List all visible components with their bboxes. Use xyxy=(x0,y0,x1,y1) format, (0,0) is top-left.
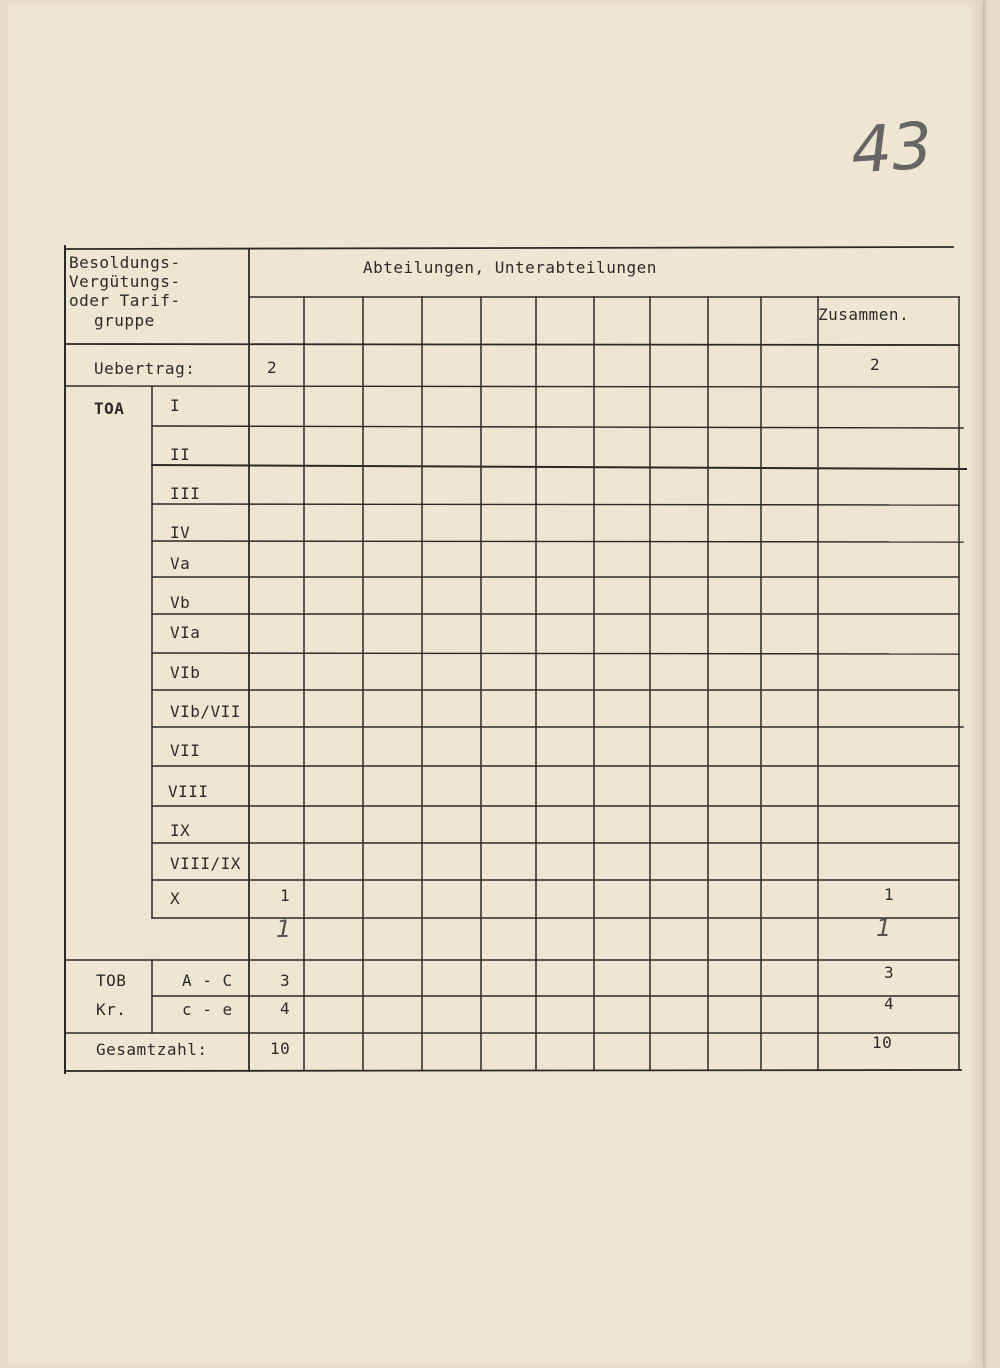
group-label-line-3: oder Tarif- xyxy=(69,291,181,310)
page-number: 43 xyxy=(848,109,935,189)
total-column-header: Zusammen. xyxy=(818,305,910,324)
toa-grade: III xyxy=(170,484,201,503)
departments-header: Abteilungen, Unterabteilungen xyxy=(363,258,657,277)
gesamt-total: 10 xyxy=(872,1033,893,1052)
gesamt-label: Gesamtzahl: xyxy=(96,1040,208,1059)
toa-grade: VIb/VII xyxy=(170,702,241,721)
toa-grade: VIII/IX xyxy=(170,854,241,873)
gesamt-first-value: 10 xyxy=(270,1039,291,1058)
toa-grade: Va xyxy=(170,554,191,573)
handwritten-subtotal-first: 1 xyxy=(276,915,292,943)
group-label-line-1: Besoldungs- xyxy=(69,253,181,272)
toa-grade: IV xyxy=(170,523,191,542)
toa-grade: VIb xyxy=(170,663,201,682)
tob-first-value: 3 xyxy=(280,971,291,990)
tob-label: TOB xyxy=(96,971,127,990)
toa-grade: I xyxy=(170,396,181,415)
toa-grade: X xyxy=(170,889,181,908)
uebertrag-total: 2 xyxy=(870,355,881,374)
handwritten-subtotal-total: 1 xyxy=(876,914,892,942)
tob-total: 3 xyxy=(884,963,895,982)
toa-grade: Vb xyxy=(170,593,191,612)
toa-label: TOA xyxy=(94,399,125,418)
toa-grade: II xyxy=(170,445,191,464)
toa-x-total: 1 xyxy=(884,885,895,904)
uebertrag-label: Uebertrag: xyxy=(94,359,196,378)
toa-x-first-value: 1 xyxy=(280,886,291,905)
group-label-line-4: gruppe xyxy=(94,311,155,330)
toa-grade: VIa xyxy=(170,623,201,642)
tob-range: A - C xyxy=(182,971,233,990)
group-label-line-2: Vergütungs- xyxy=(69,272,181,291)
table-grid-lines xyxy=(8,0,983,1368)
kr-total: 4 xyxy=(884,994,895,1013)
uebertrag-first-value: 2 xyxy=(267,358,278,377)
toa-grade: VIII xyxy=(168,782,209,801)
kr-label: Kr. xyxy=(96,1000,127,1019)
toa-grade: VII xyxy=(170,741,201,760)
document-page xyxy=(8,0,983,1368)
kr-range: c - e xyxy=(182,1000,233,1019)
toa-grade: IX xyxy=(170,821,191,840)
kr-first-value: 4 xyxy=(280,999,291,1018)
